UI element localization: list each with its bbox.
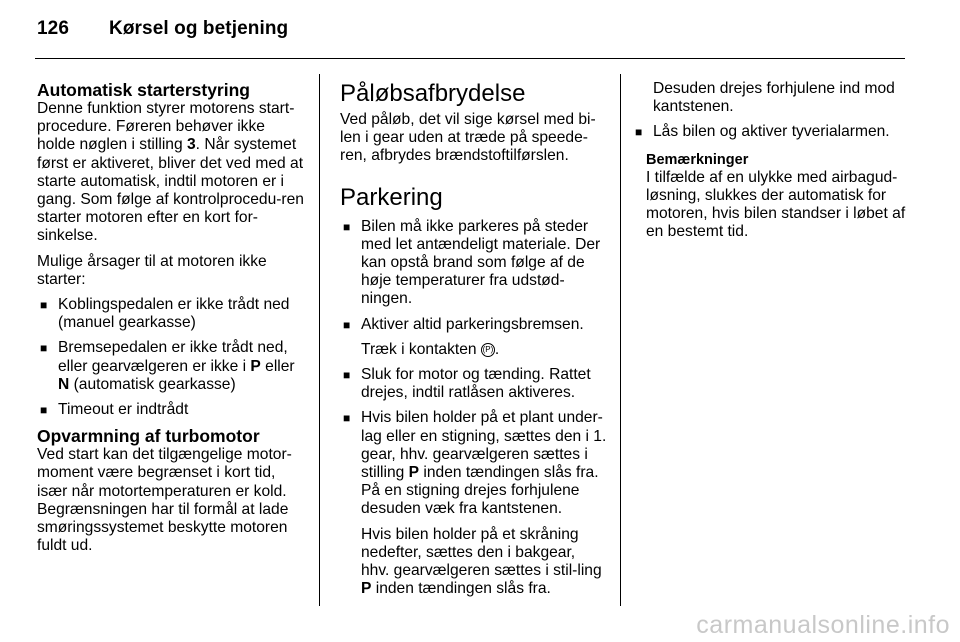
list-item (37, 339, 305, 394)
note-body: I tilfælde af en ulykke med airbagud-løsning, slukkes der automatisk for motoren, hvis bilen standser i løbet af en bestemt tid. (646, 168, 906, 241)
bullet-icon: ■ (343, 368, 351, 383)
list-item-text: Koblingspedalen er ikke trådt ned (manuel gearkasse) (58, 296, 290, 332)
text-run: Hvis bilen holder på et plant under-lag eller en stigning, sættes den i 1. gear, hhv. gearvælgeren sættes i stilling (361, 409, 607, 482)
text-bold: P (408, 464, 420, 482)
causes-list (37, 296, 305, 419)
list-item (340, 366, 607, 402)
list-item (37, 296, 305, 332)
list-subtext: Træk i kontakten (P) . (361, 340, 500, 358)
note-title: Bemærkninger (646, 151, 749, 168)
bullet-icon: ■ (343, 411, 351, 426)
column-divider (319, 74, 320, 606)
heading-opvarmning: Opvarmning af turbomotor (37, 426, 260, 447)
column-3 (632, 80, 912, 242)
text-bold: N (58, 375, 70, 393)
heading-parkering: Parkering (340, 183, 443, 211)
list-item-text: Lås bilen og aktiver tyverialarmen. (653, 123, 890, 141)
text-run: (automatisk gearkasse) (69, 375, 236, 393)
bullet-icon: ■ (40, 298, 48, 313)
page-number: 126 (37, 18, 70, 39)
text-bold: P (250, 357, 261, 375)
paragraph-turbo: Ved start kan det tilgængelige motor-moment være begrænset i kort tid, især når motortemperaturen er kold. Begrænsningen har til formål at lade smøringssystemet beskytte motoren fuldt ud. (37, 446, 292, 555)
text-bold: P (361, 580, 372, 598)
list-item-text: Aktiver altid parkeringsbremsen. (361, 315, 584, 333)
heading-automatisk-starterstyring: Automatisk starterstyring (37, 80, 250, 100)
text-run: inden tændingen slås fra. (371, 580, 551, 598)
list-item (632, 123, 912, 141)
text-run: eller (260, 357, 295, 375)
list-subtext (361, 526, 607, 599)
text-run: Bremsepedalen er ikke trådt ned, eller gearvælgeren er ikke i (58, 339, 288, 375)
bullet-icon: ■ (635, 125, 643, 140)
header-rule (35, 58, 905, 59)
page-title: Kørsel og betjening (109, 18, 289, 39)
watermark: carmanualsonline.info (696, 611, 950, 639)
bullet-icon: ■ (40, 341, 48, 356)
text-run: inden tændingen slås fra. På en stigning drejes forhjulene desuden væk fra kantstenen. (361, 464, 599, 518)
list-item (340, 218, 607, 309)
parking-brake-icon: (P) (481, 343, 495, 357)
text-run: Hvis bilen holder på et skråning nedefter, sættes den i bakgear, hhv. gearvælgeren sættes i stil-ling (361, 525, 602, 580)
paragraph-causes: Mulige årsager til at motoren ikke starter: (37, 252, 267, 288)
paragraph-paloeb: Ved påløb, det vil sige kørsel med bi-len i gear uden at træde på speede-ren, afbrydes brændstoftilførslen. (340, 111, 596, 165)
bullet-icon: ■ (40, 403, 48, 418)
text-run: Træk i kontakten (361, 340, 477, 358)
paragraph-continuation: Desuden drejes forhjulene ind mod kantstenen. (653, 80, 895, 116)
list-item (37, 401, 305, 419)
column-2 (340, 80, 607, 605)
list-item-text: Bilen må ikke parkeres på steder med let antændeligt materiale. Der kan opstå brand som følge af de høje temperaturer fra udstød-ningen. (361, 217, 601, 308)
list-item (340, 316, 607, 359)
text-bold: 3 (186, 136, 196, 154)
page-header (37, 18, 288, 40)
column-divider (620, 74, 621, 606)
text-run: Denne funktion styrer motorens start-procedure. Føreren behøver ikke holde nøglen i stilling (37, 100, 295, 154)
paragraph-start-procedure (37, 100, 305, 246)
parking-list (340, 218, 607, 599)
lock-list (632, 123, 912, 141)
heading-paloebsafbrydelse: Påløbsafbrydelse (340, 80, 526, 107)
column-1 (37, 80, 305, 562)
list-item (340, 409, 607, 598)
list-item-text: Timeout er indtrådt (58, 401, 189, 419)
bullet-icon: ■ (343, 317, 351, 332)
text-run: . Når systemet først er aktiveret, bliver det ved med at starte automatisk, indtil motoren er i gang. Som følge af kontrolprocedu-ren starter motoren efter en kort for-sinkelse. (37, 136, 304, 245)
list-item-text: Sluk for motor og tænding. Rattet drejes, indtil ratlåsen aktiveres. (361, 366, 591, 402)
bullet-icon: ■ (343, 219, 351, 234)
note-box (632, 151, 912, 242)
